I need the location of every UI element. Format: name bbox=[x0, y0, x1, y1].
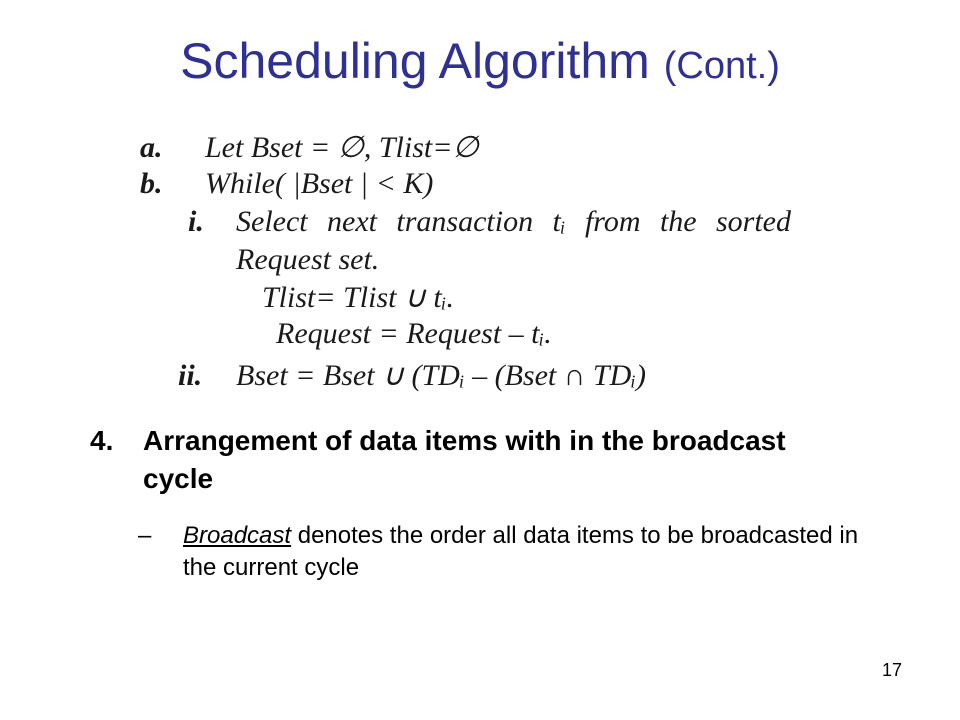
sub-bullet-emphasis: Broadcast bbox=[183, 522, 292, 549]
step-i-line-1: Select next transaction tᵢ from the sorted bbox=[236, 205, 791, 238]
title-main: Scheduling Algorithm bbox=[180, 33, 650, 89]
step-i-line-3: Tlist= Tlist ∪ tᵢ. bbox=[262, 281, 455, 314]
title-suffix: (Cont.) bbox=[663, 45, 780, 87]
step-b-label: b. bbox=[140, 167, 163, 200]
step-b-text: While( |Bset | < K) bbox=[205, 167, 434, 200]
step-ii-text: Bset = Bset ∪ (TDᵢ – (Bset ∩ TDᵢ) bbox=[236, 359, 646, 392]
point-number: 4. bbox=[90, 425, 114, 456]
step-a-label: a. bbox=[140, 131, 163, 164]
step-i-line-4: Request = Request – tᵢ. bbox=[276, 317, 552, 350]
step-a-text: Let Bset = ∅, Tlist=∅ bbox=[205, 131, 479, 164]
sub-bullet-text bbox=[183, 520, 883, 584]
step-i-line-2: Request set. bbox=[236, 243, 380, 276]
page-number: 17 bbox=[881, 660, 902, 680]
point-text: Arrangement of data items with in the broadcast cycle bbox=[143, 425, 786, 494]
step-i-label: i. bbox=[188, 205, 204, 238]
step-ii-label: ii. bbox=[178, 359, 203, 392]
slide-title bbox=[0, 30, 960, 97]
sub-bullet-dash: – bbox=[138, 522, 152, 549]
sub-bullet-body: denotes the order all data items to be broadcasted in the current cycle bbox=[183, 522, 859, 581]
